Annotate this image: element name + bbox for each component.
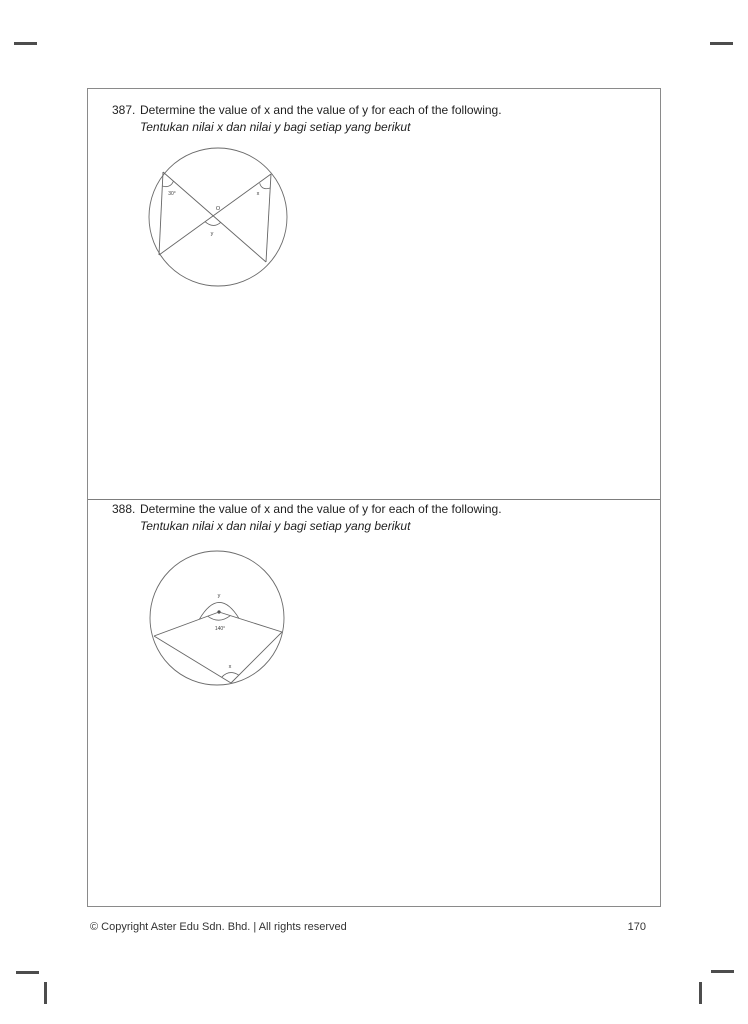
- circle-outline: [150, 551, 284, 685]
- label-140-degrees: 140°: [214, 626, 226, 632]
- question-prompt-malay: Tentukan nilai x dan nilai y bagi setiap yang berikut: [140, 519, 411, 533]
- crop-mark-top-right: [710, 42, 733, 45]
- diagram-circle-chords: [146, 139, 306, 294]
- question-number: 387.: [112, 103, 136, 117]
- inscribed-angle-arc: [222, 673, 239, 678]
- angle-arc-30deg: [162, 181, 173, 186]
- chord-topleft-bottomright: [163, 172, 266, 262]
- crop-mark-top-left: [14, 42, 37, 45]
- question-prompt-malay: Tentukan nilai x dan nilai y bagi setiap yang berikut: [140, 120, 411, 134]
- centre-angle-arc: [208, 616, 231, 621]
- page-number: 170: [627, 921, 646, 933]
- circle-centre-angle-figure: [147, 544, 295, 692]
- crop-mark-bottom-right-horizontal: [711, 970, 734, 973]
- angle-arc-y: [205, 222, 221, 226]
- chord-right: [266, 174, 271, 262]
- chord-left-to-bottom: [154, 636, 231, 683]
- label-y: y: [210, 231, 214, 237]
- radius-right: [219, 612, 282, 632]
- crop-mark-bottom-left-horizontal: [16, 971, 39, 974]
- diagram-circle-centre-angle: [147, 544, 295, 692]
- crop-mark-bottom-left-vertical: [44, 982, 47, 1004]
- chord-topright-bottomleft: [159, 174, 271, 255]
- question-387: [112, 102, 642, 136]
- question-388: [112, 501, 642, 535]
- crop-mark-bottom-right-vertical: [699, 982, 702, 1004]
- page-footer: [90, 921, 646, 933]
- section-divider: [88, 499, 660, 500]
- question-prompt-english: Determine the value of x and the value of y for each of the following.: [140, 103, 502, 117]
- label-x: x: [228, 664, 232, 670]
- circle-outline: [149, 148, 287, 286]
- chord-left: [159, 172, 163, 255]
- label-x: x: [256, 191, 260, 197]
- angle-arc-x: [260, 183, 271, 189]
- copyright-text: © Copyright Aster Edu Sdn. Bhd. | All rights reserved: [90, 921, 347, 933]
- question-number: 388.: [112, 502, 136, 516]
- label-30-degrees: 30°: [168, 191, 176, 197]
- radius-left: [154, 612, 219, 636]
- question-prompt-english: Determine the value of x and the value of y for each of the following.: [140, 502, 502, 516]
- questions-frame: [87, 88, 661, 907]
- label-centre-O: O: [215, 206, 221, 212]
- circle-chords-figure: [146, 139, 306, 294]
- label-y: y: [217, 593, 221, 599]
